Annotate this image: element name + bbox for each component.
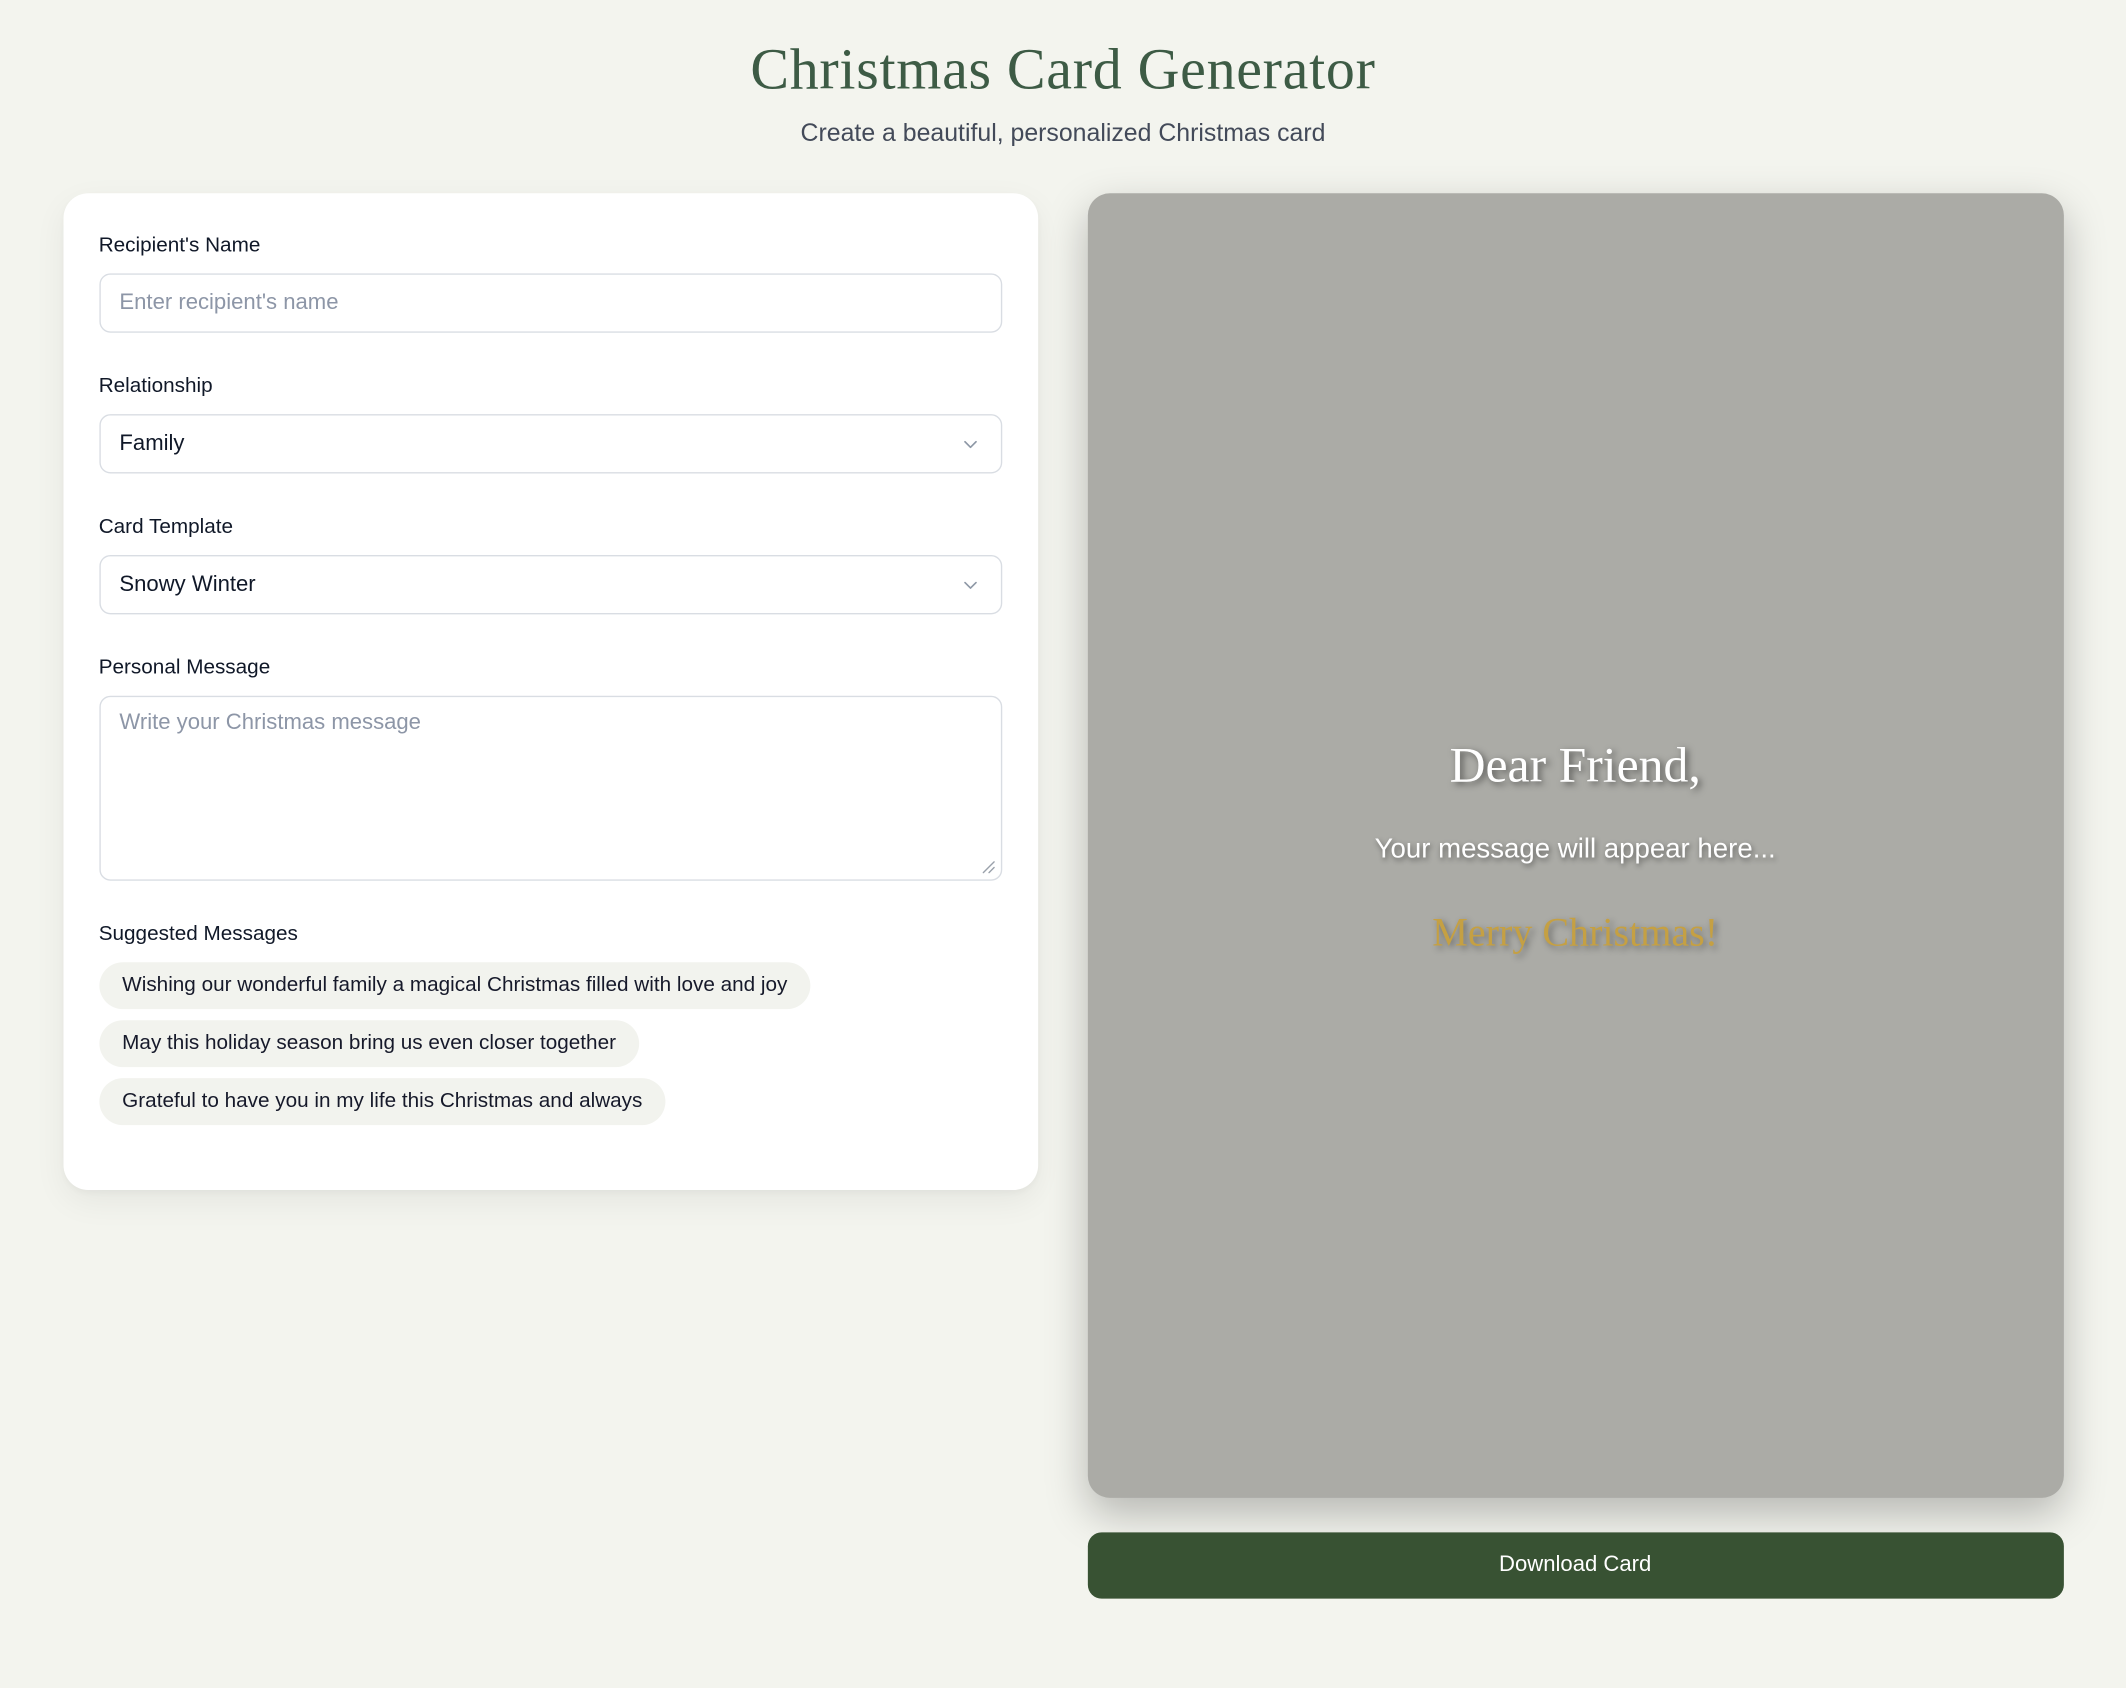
field-recipient-name — [99, 232, 1002, 333]
preview-signoff: Merry Christmas! — [1432, 910, 1719, 955]
suggestion-pill[interactable]: May this holiday season bring us even closer together — [99, 1020, 640, 1067]
field-personal-message — [99, 654, 1002, 880]
personal-message-label: Personal Message — [98, 655, 271, 680]
preview-message-placeholder: Your message will appear here... — [1374, 833, 1776, 864]
relationship-select[interactable] — [99, 414, 1002, 473]
suggestion-pill[interactable]: Wishing our wonderful family a magical Christmas filled with love and joy — [99, 962, 811, 1009]
preview-column — [1087, 193, 2063, 1598]
download-card-button[interactable]: Download Card — [1087, 1532, 2063, 1598]
suggested-messages-label: Suggested Messages — [98, 922, 298, 946]
chevron-down-icon — [959, 574, 981, 596]
field-suggested-messages — [99, 921, 1002, 1125]
page-subtitle: Create a beautiful, personalized Christmas card — [800, 118, 1326, 147]
personal-message-textarea[interactable] — [99, 696, 1002, 881]
card-template-select[interactable] — [99, 555, 1002, 614]
main-content — [63, 193, 2063, 1598]
card-template-selected-value: Snowy Winter — [119, 572, 256, 596]
recipient-name-input[interactable] — [99, 273, 1002, 332]
relationship-label: Relationship — [98, 374, 213, 398]
field-card-template — [99, 514, 1002, 615]
resize-handle-icon[interactable] — [979, 859, 994, 874]
page-header — [0, 0, 2126, 150]
chevron-down-icon — [959, 433, 981, 455]
suggestion-pill[interactable]: Grateful to have you in my life this Christmas and always — [99, 1078, 666, 1125]
relationship-selected-value: Family — [119, 431, 185, 455]
suggested-messages-list — [99, 962, 1002, 1125]
field-relationship — [99, 373, 1002, 474]
card-template-label: Card Template — [98, 514, 234, 539]
recipient-name-label: Recipient's Name — [98, 233, 261, 257]
form-panel — [63, 193, 1038, 1190]
page-title: Christmas Card Generator — [750, 38, 1376, 103]
card-preview — [1087, 193, 2063, 1498]
preview-greeting: Dear Friend, — [1449, 736, 1701, 792]
